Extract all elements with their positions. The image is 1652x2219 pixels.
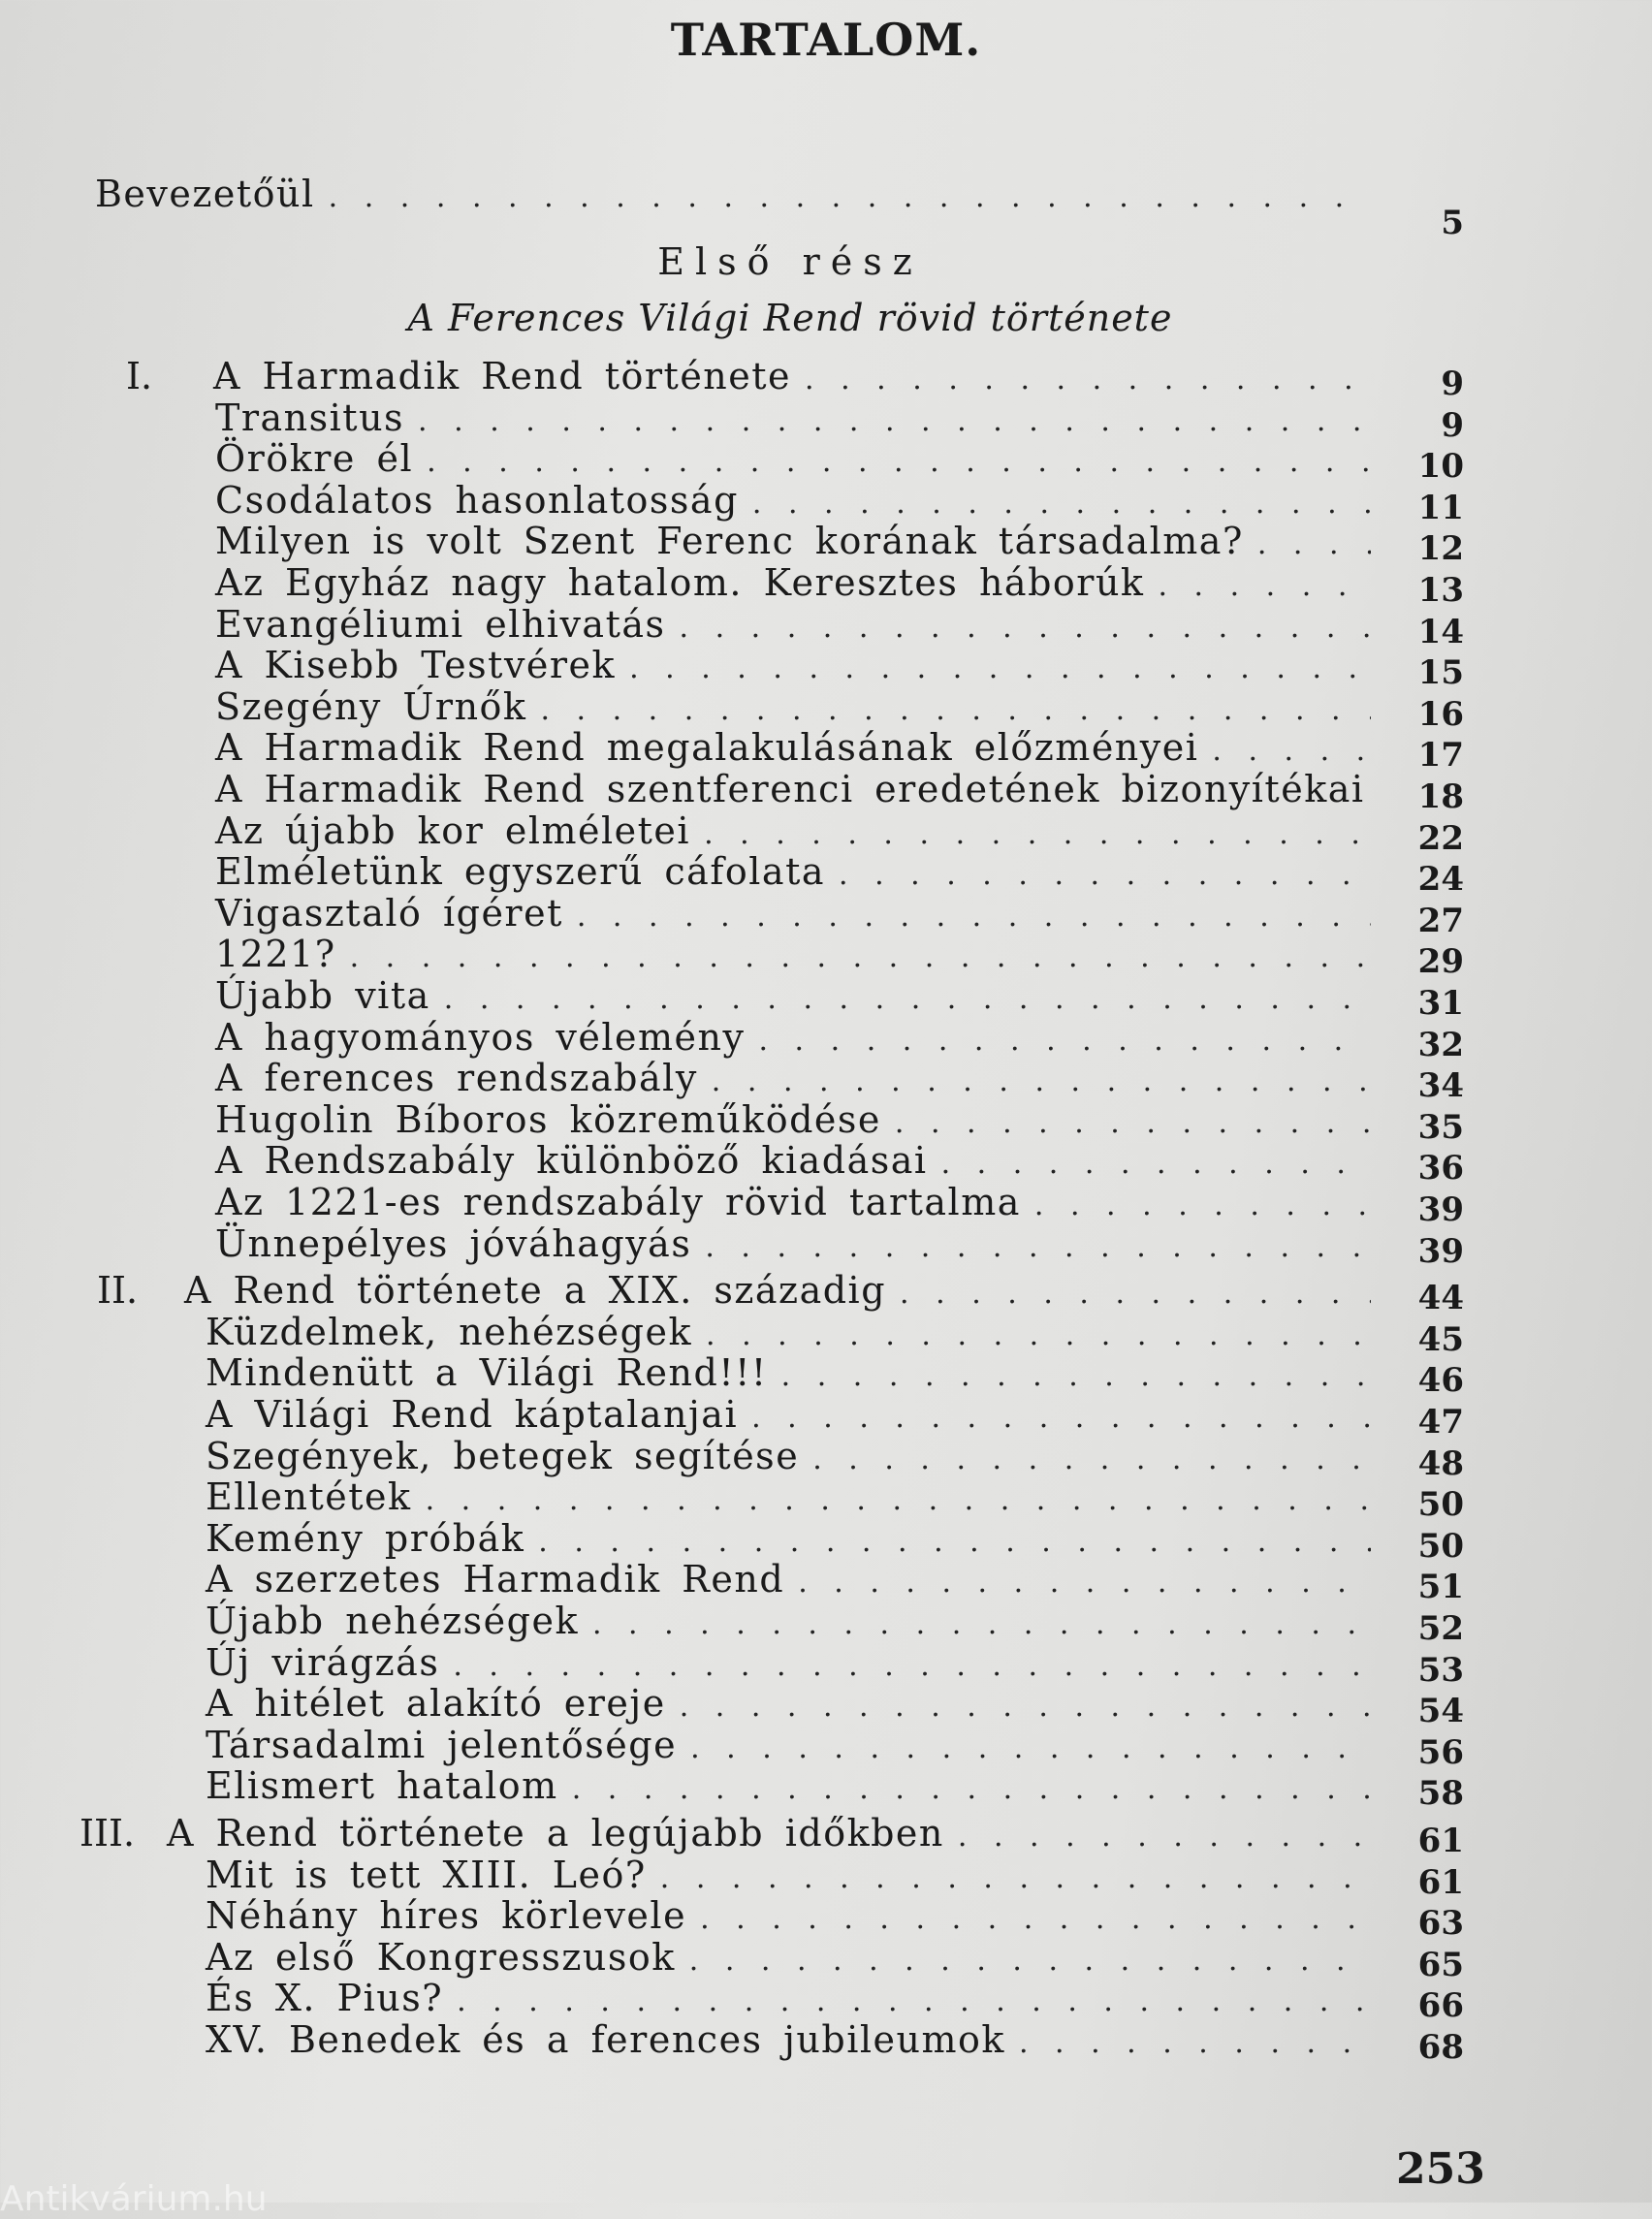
section-number: II. <box>97 1269 139 1313</box>
dot-leader <box>752 487 1371 521</box>
toc-entry-page: 45 <box>1417 1319 1464 1359</box>
toc-entry-page: 16 <box>1417 694 1464 734</box>
toc-entry <box>206 1351 1377 1394</box>
toc-entry-label: Bevezetőül <box>95 173 315 215</box>
toc-entry-label: Küzdelmek, nehézségek <box>206 1310 692 1353</box>
dot-leader <box>457 1984 1371 2018</box>
toc-entry-label: Az 1221-es rendszabály rövid tartalma <box>215 1181 1021 1223</box>
toc-entry-page: 48 <box>1417 1443 1464 1483</box>
toc-entry-label: Csodálatos hasonlatosság <box>215 478 739 522</box>
toc-entry-label: A ferences rendszabály <box>215 1057 698 1100</box>
toc-entry <box>206 1682 1377 1725</box>
toc-entry-label: A Rendszabály különböző kiadásai <box>215 1139 928 1183</box>
toc-entry-page: 31 <box>1417 984 1464 1023</box>
toc-entry <box>206 2018 1377 2061</box>
toc-entry <box>215 726 1377 769</box>
toc-entry <box>215 396 1377 439</box>
part-subtitle: A Ferences Világi Rend rövid története <box>407 297 1173 339</box>
dot-leader <box>704 817 1371 851</box>
toc-entry-label: 1221? <box>215 933 336 976</box>
toc-entry <box>206 1894 1377 1937</box>
dot-leader <box>805 363 1371 396</box>
toc-entry-page: 66 <box>1417 1986 1464 2026</box>
toc-entry-label: Milyen is volt Szent Ferenc korának társadalma? <box>215 520 1244 563</box>
toc-entry-label: Társadalmi jelentősége <box>206 1723 678 1766</box>
section-label: A Rend története a legújabb időkben <box>167 1812 944 1854</box>
toc-entry <box>215 561 1377 604</box>
dot-leader <box>958 1820 1371 1854</box>
toc-entry-page: 39 <box>1417 1231 1464 1271</box>
toc-entry <box>206 1435 1377 1477</box>
toc-entry-page: 34 <box>1417 1066 1464 1106</box>
toc-entry-page: 50 <box>1417 1485 1464 1525</box>
dot-leader <box>540 693 1371 727</box>
section-number: III. <box>79 1812 136 1854</box>
toc-entry-page: 54 <box>1417 1692 1464 1731</box>
toc-entry-label: A Harmadik Rend szentferenci eredetének bizonyítékai <box>215 768 1365 810</box>
toc-entry <box>206 1600 1377 1642</box>
toc-entry-label: Mit is tett XIII. Leó? <box>206 1853 647 1896</box>
toc-entry-label: Evangéliumi elhivatás <box>215 602 666 646</box>
toc-entry-page: 15 <box>1417 653 1464 693</box>
dot-leader <box>592 1607 1371 1641</box>
toc-entry-label: És X. Pius? <box>206 1977 444 2020</box>
section-number: I. <box>126 355 153 397</box>
dot-leader <box>1158 569 1371 603</box>
toc-entry-label: Szegények, betegek segítése <box>206 1434 800 1477</box>
toc-entry <box>215 479 1377 522</box>
toc-entry-page: 61 <box>1417 1862 1464 1902</box>
toc-entry-page: 17 <box>1417 736 1464 776</box>
dot-leader <box>705 1230 1371 1264</box>
toc-entry-page: 12 <box>1417 529 1464 569</box>
toc-entry <box>206 1393 1377 1436</box>
toc-entry <box>206 1936 1377 1979</box>
dot-leader <box>629 651 1371 685</box>
toc-entry-page: 29 <box>1417 942 1464 982</box>
toc-entry-label: XV. Benedek és a ferences jubileumok <box>206 2018 1005 2061</box>
toc-entry-label: Az első Kongresszusok <box>206 1935 676 1979</box>
toc-entry-page: 5 <box>1441 204 1464 242</box>
toc-entry-label: Ellentétek <box>206 1475 412 1519</box>
toc-entry <box>206 1517 1377 1560</box>
toc-entry <box>215 850 1377 893</box>
dot-leader <box>426 1483 1371 1517</box>
toc-entry-label: Elismert hatalom <box>206 1764 558 1808</box>
toc-entry <box>215 768 1377 810</box>
section-page: 9 <box>1441 365 1464 403</box>
toc-entry-label: Kemény próbák <box>206 1516 525 1560</box>
toc-entry-label: Az újabb kor elméletei <box>215 808 691 852</box>
toc-section-3 <box>79 1812 1377 1854</box>
toc-entry <box>215 1057 1377 1099</box>
toc-entry-label: Vigasztaló ígéret <box>215 891 563 935</box>
toc-entry <box>215 1139 1377 1182</box>
toc-entry-label: A szerzetes Harmadik Rend <box>206 1558 785 1601</box>
toc-entry-page: 36 <box>1417 1149 1464 1189</box>
toc-entry-page: 51 <box>1417 1568 1464 1607</box>
dot-leader <box>712 1064 1371 1098</box>
toc-entry <box>215 933 1377 975</box>
toc-entry-page: 11 <box>1417 488 1464 527</box>
dot-leader <box>758 1024 1371 1058</box>
toc-entry-label: Ünnepélyes jóváhagyás <box>215 1221 692 1265</box>
toc-entry-label: Az Egyház nagy hatalom. Keresztes háborúk <box>215 561 1145 604</box>
toc-entry-label: Új virágzás <box>206 1640 440 1684</box>
section-label: A Harmadik Rend története <box>213 355 792 397</box>
dot-leader <box>660 1861 1371 1895</box>
dot-leader <box>538 1525 1371 1559</box>
dot-leader <box>418 404 1371 438</box>
toc-entry <box>206 1854 1377 1896</box>
section-label: A Rend története a XIX. századig <box>184 1269 887 1313</box>
dot-leader <box>1212 734 1371 768</box>
dot-leader <box>1019 2026 1371 2060</box>
page-number: 253 <box>1396 2144 1485 2194</box>
section-page: 61 <box>1417 1822 1464 1860</box>
toc-entry-page: 14 <box>1417 612 1464 651</box>
toc-section-1 <box>126 355 1377 397</box>
toc-entry <box>206 1977 1377 2019</box>
toc-entry <box>206 1641 1377 1684</box>
section-page: 44 <box>1417 1279 1464 1318</box>
toc-entry-label: A Világi Rend káptalanjai <box>206 1393 739 1436</box>
toc-entry-label: Örökre él <box>215 437 414 481</box>
dot-leader <box>427 445 1371 479</box>
dot-leader <box>453 1649 1371 1683</box>
toc-entry-page: 10 <box>1417 447 1464 487</box>
toc-entry-page: 65 <box>1417 1945 1464 1984</box>
dot-leader <box>1034 1189 1371 1222</box>
dot-leader <box>350 940 1371 974</box>
toc-entry-label: Néhány híres körlevele <box>206 1894 687 1938</box>
dot-leader <box>680 611 1371 645</box>
toc-entry-page: 58 <box>1417 1774 1464 1814</box>
toc-entry <box>215 437 1377 480</box>
toc-entry <box>215 809 1377 852</box>
toc-entry-label: A hagyományos vélemény <box>215 1015 746 1059</box>
part-title: Első rész <box>657 240 923 283</box>
toc-entry <box>206 1764 1377 1807</box>
dot-leader <box>900 1277 1371 1311</box>
dot-leader <box>444 982 1371 1016</box>
toc-entry <box>215 1181 1377 1223</box>
toc-entry-page: 24 <box>1417 860 1464 900</box>
toc-entry <box>215 1016 1377 1059</box>
toc-entry-page: 46 <box>1417 1361 1464 1401</box>
watermark: Antikvárium.hu <box>0 2179 268 2219</box>
toc-entry-page: 22 <box>1417 818 1464 858</box>
toc-entry <box>215 644 1377 686</box>
toc-entry <box>206 1311 1377 1353</box>
page-title: TARTALOM. <box>670 14 982 66</box>
toc-entry-page: 13 <box>1417 571 1464 610</box>
toc-entry-intro <box>95 173 1375 215</box>
toc-entry <box>215 603 1377 646</box>
toc-entry-label: A hitélet alakító ereje <box>206 1682 666 1726</box>
toc-entry-label: Hugolin Bíboros közreműködése <box>215 1097 881 1141</box>
dot-leader <box>689 1944 1371 1978</box>
dot-leader <box>941 1147 1371 1181</box>
toc-entry-page: 52 <box>1417 1609 1464 1648</box>
toc-entry-page: 35 <box>1417 1107 1464 1147</box>
toc-entry-page: 50 <box>1417 1526 1464 1566</box>
dot-leader <box>577 900 1371 934</box>
toc-entry-label: A Kisebb Testvérek <box>215 644 617 687</box>
toc-entry-page: 32 <box>1417 1025 1464 1064</box>
toc-section-2 <box>97 1269 1377 1312</box>
dot-leader <box>329 180 1369 214</box>
toc-entry-page: 56 <box>1417 1732 1464 1772</box>
dot-leader <box>781 1359 1371 1393</box>
toc-entry-page: 53 <box>1417 1650 1464 1690</box>
toc-entry-page: 27 <box>1417 901 1464 940</box>
toc-entry-page: 9 <box>1441 405 1464 445</box>
dot-leader <box>751 1401 1371 1435</box>
dot-leader <box>798 1566 1371 1600</box>
toc-entry-label: Transitus <box>215 396 405 439</box>
toc-entry <box>206 1558 1377 1601</box>
toc-entry-page: 63 <box>1417 1904 1464 1944</box>
toc-entry <box>215 974 1377 1017</box>
dot-leader <box>572 1772 1371 1806</box>
dot-leader <box>895 1106 1371 1140</box>
toc-entry-label: Újabb nehézségek <box>206 1600 579 1642</box>
toc-entry-page: 39 <box>1417 1190 1464 1229</box>
toc-entry <box>215 520 1377 562</box>
dot-leader <box>690 1731 1371 1765</box>
dot-leader <box>839 858 1371 892</box>
toc-entry-page: 47 <box>1417 1403 1464 1442</box>
toc-entry <box>215 685 1377 728</box>
toc-entry-page: 18 <box>1417 777 1464 816</box>
toc-entry <box>215 892 1377 935</box>
toc-entry-label: Szegény Úrnők <box>215 684 527 728</box>
dot-leader <box>1257 527 1371 561</box>
toc-entry-label: A Harmadik Rend megalakulásának előzményei <box>215 726 1199 770</box>
toc-entry-label: Újabb vita <box>215 974 430 1017</box>
toc-entry <box>215 1222 1377 1265</box>
dot-leader <box>706 1318 1371 1352</box>
dot-leader <box>700 1902 1371 1936</box>
toc-entry-label: Elméletünk egyszerű cáfolata <box>215 850 826 894</box>
dot-leader <box>812 1442 1371 1476</box>
toc-entry-page: 68 <box>1417 2028 1464 2067</box>
toc-entry <box>206 1724 1377 1766</box>
dot-leader <box>680 1690 1371 1724</box>
toc-entry-label: Mindenütt a Világi Rend!!! <box>206 1351 768 1395</box>
toc-entry <box>215 1098 1377 1141</box>
toc-entry <box>206 1475 1377 1518</box>
